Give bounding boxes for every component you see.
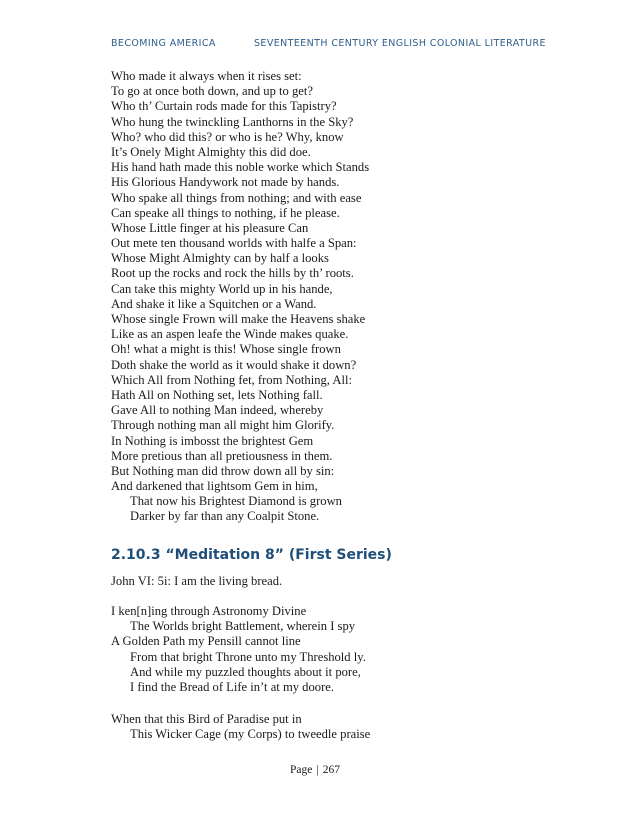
- page-separator: |: [316, 764, 319, 776]
- poem-line: Like as an aspen leafe the Winde makes quake.: [111, 327, 349, 342]
- poem-line: His hand hath made this noble worke which Stands: [111, 160, 370, 175]
- page-label: Page: [290, 764, 313, 776]
- poem-line: Who th’ Curtain rods made for this Tapistry?: [111, 99, 337, 114]
- poem-line: That now his Brightest Diamond is grown: [130, 494, 342, 509]
- poem-continued: [111, 69, 571, 525]
- poem-line: Which All from Nothing fet, from Nothing, All:: [111, 372, 353, 387]
- poem-line: Out mete ten thousand worlds with halfe a Span:: [111, 236, 357, 251]
- poem-line: His Glorious Handywork not made by hands.: [111, 175, 340, 190]
- poem-line: Who spake all things from nothing; and with ease: [111, 190, 362, 205]
- poem-line: Doth shake the world as it would shake it down?: [111, 357, 357, 372]
- poem-line: This Wicker Cage (my Corps) to tweedle praise: [130, 727, 371, 742]
- poem-line: When that this Bird of Paradise put in: [111, 712, 302, 726]
- section-heading: 2.10.3 “Meditation 8” (First Series): [111, 547, 392, 563]
- poem-line: It’s Onely Might Almighty this did doe.: [111, 144, 311, 159]
- running-header: [111, 38, 546, 52]
- header-chapter-title: SEVENTEENTH CENTURY ENGLISH COLONIAL LITERATURE: [254, 38, 546, 49]
- poem-line: Who made it always when it rises set:: [111, 69, 302, 83]
- poem-line: Whose Might Almighty can by half a looks: [111, 251, 329, 266]
- poem-line: More pretious than all pretiousness in them.: [111, 448, 333, 463]
- poem-line: Hath All on Nothing set, lets Nothing fall.: [111, 387, 323, 402]
- poem-line: Gave All to nothing Man indeed, whereby: [111, 403, 324, 418]
- meditation-stanza-1: [111, 604, 571, 695]
- poem-line: But Nothing man did throw down all by sin:: [111, 463, 335, 478]
- poem-line: Who hung the twinckling Lanthorns in the Sky?: [111, 114, 354, 129]
- poem-line: Can take this mighty World up in his hande,: [111, 281, 333, 296]
- page-number: 267: [322, 764, 340, 776]
- poem-line: Can speake all things to nothing, if he please.: [111, 205, 340, 220]
- header-book-title: BECOMING AMERICA: [111, 38, 216, 49]
- poem-line: Whose single Frown will make the Heavens shake: [111, 312, 366, 326]
- epigraph: John VI: 5i: I am the living bread.: [111, 574, 283, 588]
- poem-line: I ken[n]ing through Astronomy Divine: [111, 604, 307, 618]
- poem-line: From that bright Throne unto my Threshold ly.: [130, 649, 366, 664]
- poem-line: I find the Bread of Life in’t at my doore.: [130, 679, 335, 694]
- poem-line: Root up the rocks and rock the hills by th’ roots.: [111, 266, 354, 281]
- poem-line: The Worlds bright Battlement, wherein I spy: [130, 619, 356, 634]
- poem-line: A Golden Path my Pensill cannot line: [111, 634, 301, 649]
- poem-line: Who? who did this? or who is he? Why, know: [111, 129, 344, 144]
- page-footer: [0, 764, 630, 776]
- poem-line: And shake it like a Squitchen or a Wand.: [111, 296, 317, 311]
- meditation-stanza-2: [111, 712, 571, 742]
- poem-line: And darkened that lightsom Gem in him,: [111, 479, 318, 494]
- poem-line: Through nothing man all might him Glorify.: [111, 418, 335, 433]
- poem-line: In Nothing is imbosst the brightest Gem: [111, 433, 314, 448]
- poem-line: Darker by far than any Coalpit Stone.: [130, 509, 320, 524]
- poem-line: To go at once both down, and up to get?: [111, 84, 313, 99]
- poem-line: Oh! what a might is this! Whose single frown: [111, 342, 341, 357]
- poem-line: Whose Little finger at his pleasure Can: [111, 220, 309, 235]
- poem-line: And while my puzzled thoughts about it pore,: [130, 664, 361, 679]
